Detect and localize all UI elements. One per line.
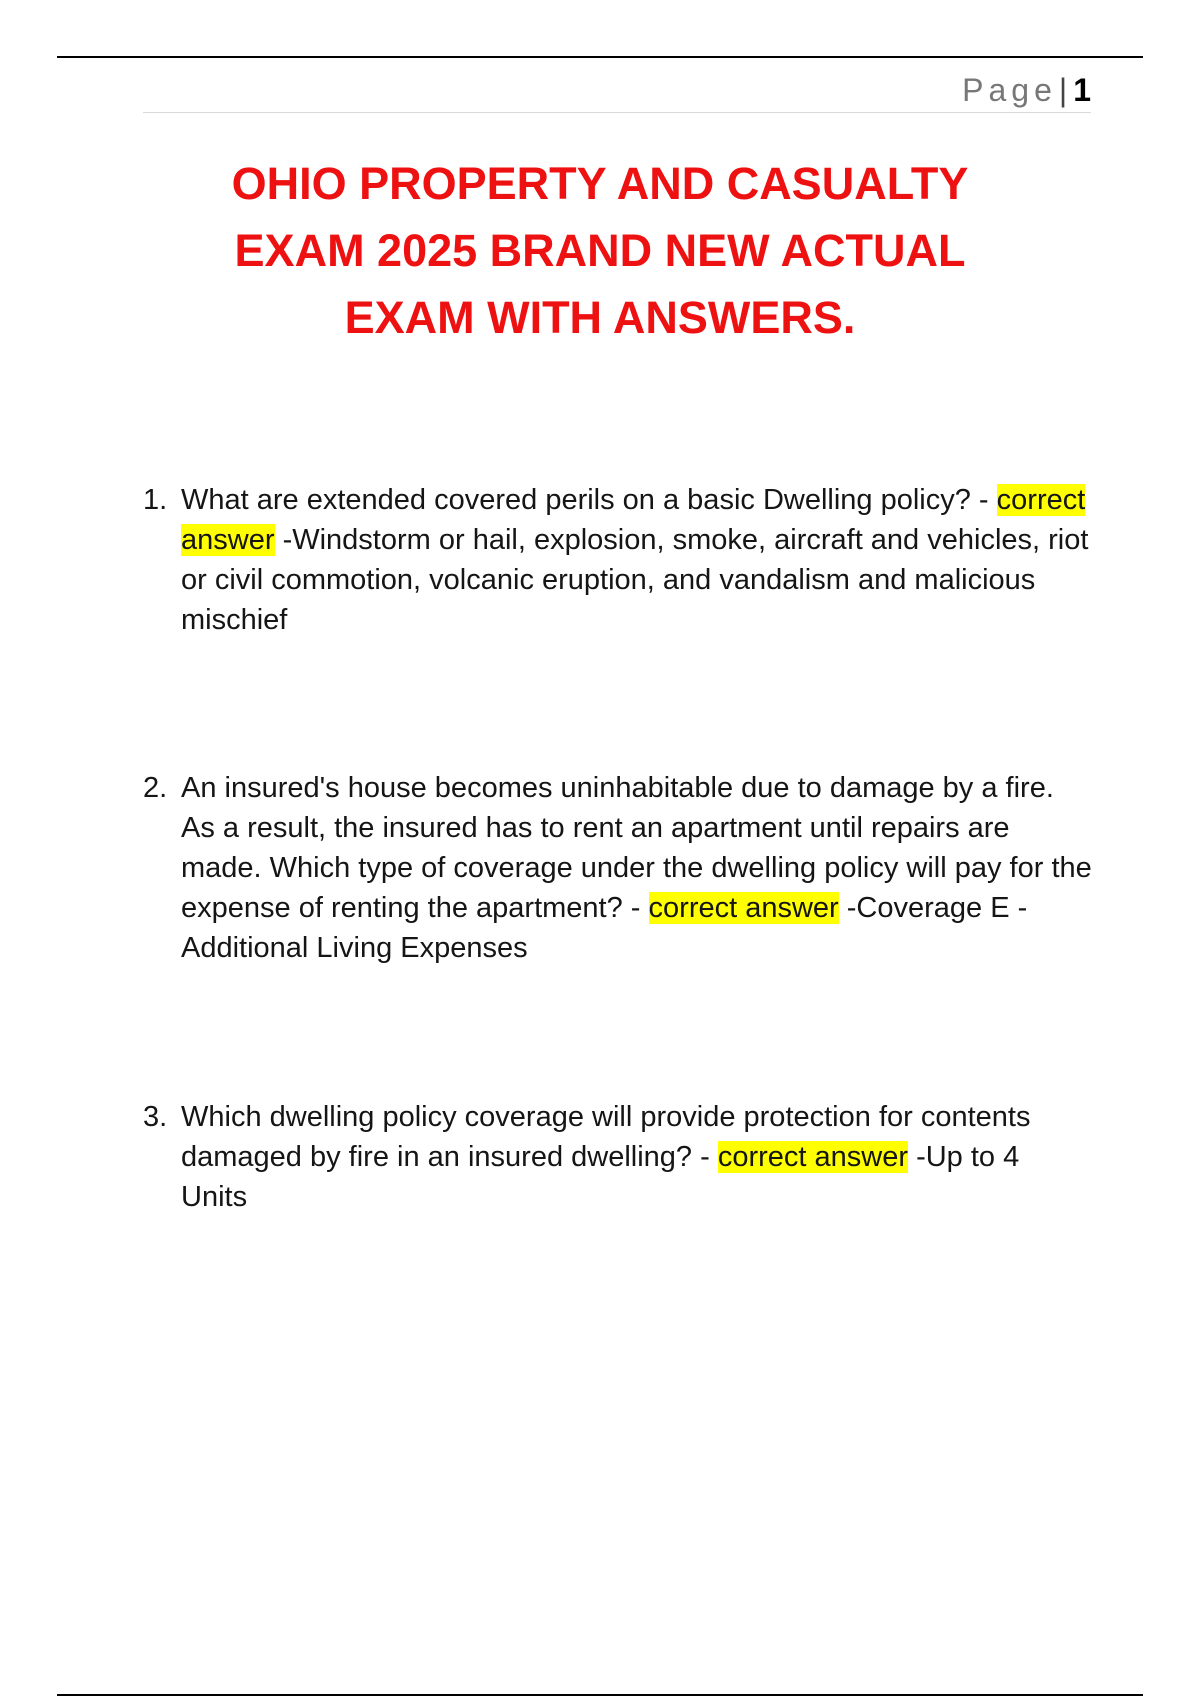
question-text: An insured's house becomes uninhabitable due to damage by a fire. As a result, the insured has to rent an apartment until repairs are made. Which type of coverage under the dwelling policy will pay for the expense of renting the apartment? - <box>181 772 1092 924</box>
question-number: 3. <box>143 1101 168 1133</box>
question-number: 2. <box>143 772 168 804</box>
question-body <box>181 1097 1093 1217</box>
question-item <box>143 480 1093 640</box>
correct-answer-label: correct answer <box>648 892 839 924</box>
top-rule <box>57 56 1143 58</box>
question-item <box>143 768 1093 968</box>
question-body <box>181 768 1093 968</box>
title-line-1: OHIO PROPERTY AND CASUALTY <box>231 158 969 209</box>
page-label: Page <box>962 72 1057 108</box>
question-text: Which dwelling policy coverage will provide protection for contents damaged by fire in an insured dwelling? - <box>181 1101 1031 1173</box>
answer-text: -Up to 4 Units <box>181 1141 1020 1213</box>
title-line-2: EXAM 2025 BRAND NEW ACTUAL <box>234 225 966 276</box>
page-header <box>143 68 1091 113</box>
correct-answer-label: correct answer <box>181 484 1086 556</box>
question-number: 1. <box>143 484 168 516</box>
question-text: What are extended covered perils on a basic Dwelling policy? - <box>181 484 989 516</box>
correct-answer-label: correct answer <box>717 1141 908 1173</box>
page-number: 1 <box>1073 72 1091 108</box>
question-body <box>181 480 1093 640</box>
title-line-3: EXAM WITH ANSWERS. <box>344 292 856 343</box>
bottom-rule <box>57 1694 1143 1696</box>
answer-text: -Coverage E - Additional Living Expenses <box>181 892 1028 964</box>
answer-text: -Windstorm or hail, explosion, smoke, aircraft and vehicles, riot or civil commotion, volcanic eruption, and vandalism and malicious mischief <box>181 524 1089 636</box>
question-item <box>143 1097 1093 1217</box>
document-title <box>100 150 1100 351</box>
page-separator: | <box>1058 72 1068 108</box>
